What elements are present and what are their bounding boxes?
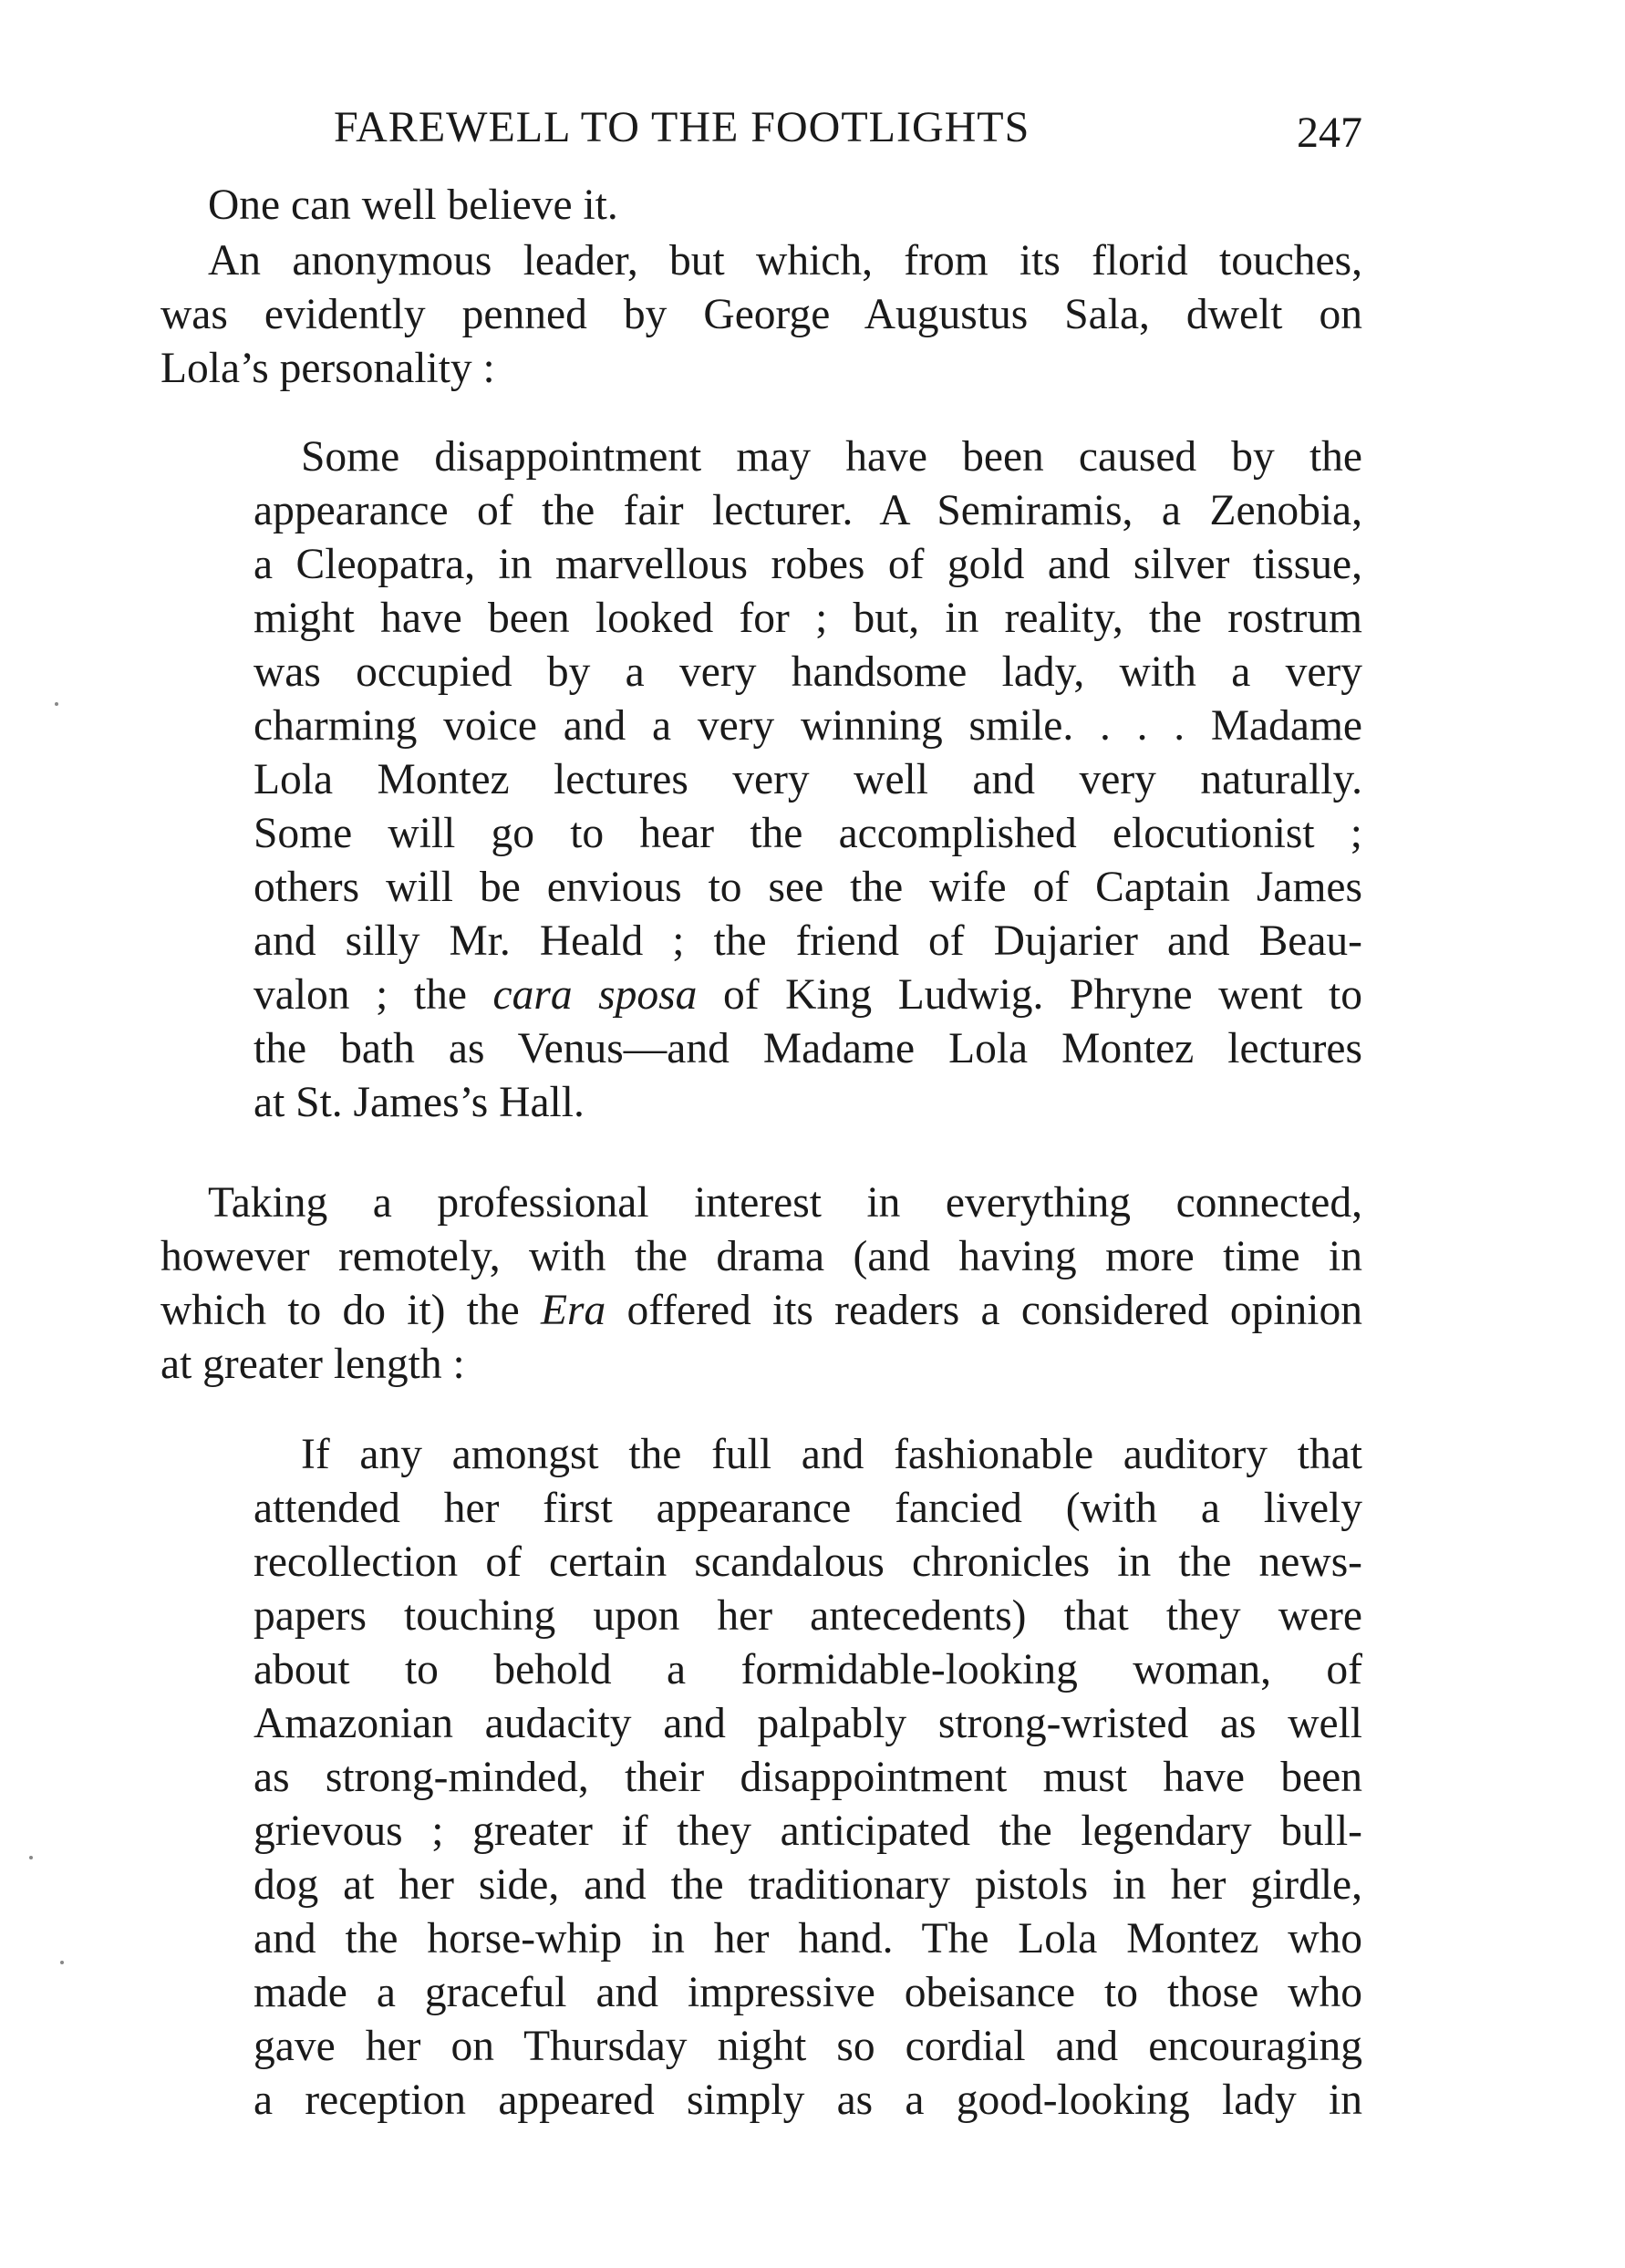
quote-line: charming voice and a very winning smile. . . . Madame (254, 702, 1362, 750)
quote-line: as strong-minded, their disappointment must have been (254, 1754, 1362, 1801)
quote-text: of King Ludwig. Phryne went to (697, 971, 1363, 1019)
paragraph-line: however remotely, with the drama (and having more time in (160, 1233, 1362, 1280)
italic-title: Era (541, 1287, 606, 1334)
running-title: FAREWELL TO THE FOOTLIGHTS (334, 103, 1030, 151)
scan-speck (55, 702, 58, 706)
scan-speck (60, 1961, 64, 1964)
paragraph-text: offered its readers a considered opinion (605, 1287, 1362, 1334)
paragraph-text: which to do it) the (160, 1287, 542, 1334)
paragraph-line: Lola’s personality : (160, 345, 495, 392)
quote-line: gave her on Thursday night so cordial and encouraging (254, 2023, 1362, 2070)
quote-line: Some will go to hear the accomplished elocutionist ; (254, 810, 1362, 857)
paragraph-line: Taking a professional interest in everything connected, (208, 1179, 1362, 1227)
quote-line: at St. James’s Hall. (254, 1079, 585, 1126)
paragraph-line: at greater length : (160, 1341, 465, 1388)
quote-line: papers touching upon her antecedents) that they were (254, 1592, 1362, 1640)
running-head (160, 102, 1362, 157)
quote-text: valon ; the (254, 971, 493, 1019)
quote-line: Some disappointment may have been caused by the (301, 433, 1362, 481)
page-number: 247 (1297, 109, 1362, 157)
quote-line: was occupied by a very handsome lady, with a very (254, 648, 1362, 696)
quote-line: others will be envious to see the wife of Captain James (254, 864, 1362, 911)
quote-line: about to behold a formidable-looking woman, of (254, 1646, 1362, 1693)
quote-line: and the horse-whip in her hand. The Lola Montez who (254, 1915, 1362, 1962)
quote-line: recollection of certain scandalous chronicles in the news- (254, 1538, 1362, 1586)
quote-line: attended her first appearance fancied (with a lively (254, 1485, 1362, 1532)
quote-line: a reception appeared simply as a good-looking lady in (254, 2076, 1362, 2124)
quote-line: Amazonian audacity and palpably strong-wristed as well (254, 1700, 1362, 1747)
quote-line: might have been looked for ; but, in reality, the rostrum (254, 595, 1362, 642)
quote-line: Lola Montez lectures very well and very naturally. (254, 756, 1362, 803)
paragraph-line: One can well believe it. (208, 181, 618, 229)
quote-line (254, 968, 1362, 1021)
paragraph-line (160, 1284, 1362, 1337)
quote-line: appearance of the fair lecturer. A Semiramis, a Zenobia, (254, 487, 1362, 534)
quote-line: and silly Mr. Heald ; the friend of Dujarier and Beau- (254, 917, 1362, 965)
italic-phrase: cara sposa (492, 971, 698, 1019)
paragraph-line: was evidently penned by George Augustus Sala, dwelt on (160, 291, 1362, 338)
quote-line: a Cleopatra, in marvellous robes of gold and silver tissue, (254, 541, 1362, 588)
quote-line: made a graceful and impressive obeisance to those who (254, 1969, 1362, 2016)
scan-speck (29, 1856, 33, 1859)
quote-line: If any amongst the full and fashionable auditory that (301, 1431, 1362, 1478)
quote-line: dog at her side, and the traditionary pistols in her girdle, (254, 1861, 1362, 1909)
quote-line: the bath as Venus—and Madame Lola Montez lectures (254, 1025, 1362, 1072)
paragraph-line: An anonymous leader, but which, from its florid touches, (208, 237, 1362, 285)
quote-line: grievous ; greater if they anticipated the legendary bull- (254, 1807, 1362, 1855)
